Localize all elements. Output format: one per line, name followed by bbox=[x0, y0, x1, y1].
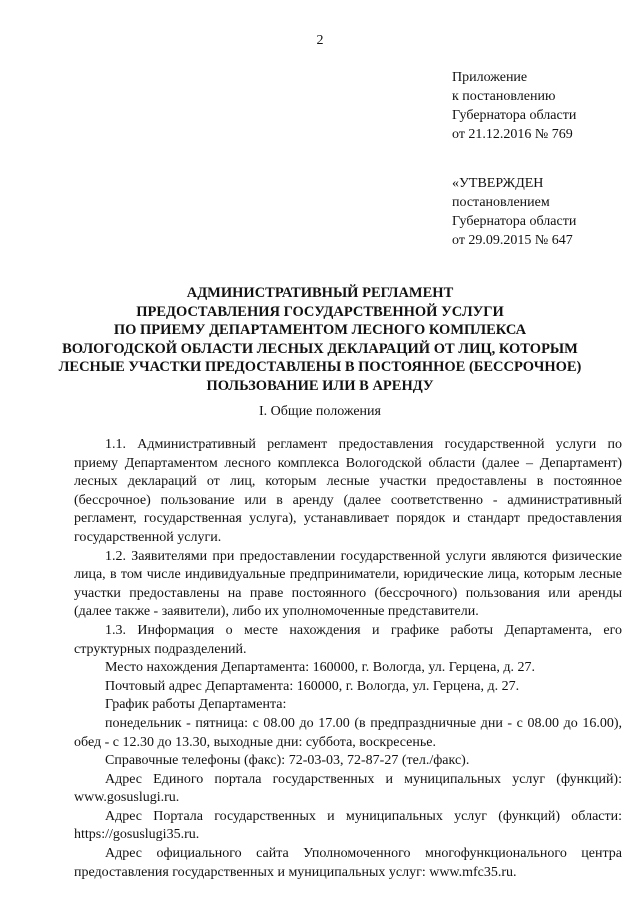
appendix-line: от 21.12.2016 № 769 bbox=[452, 127, 573, 142]
paragraph: График работы Департамента: bbox=[105, 697, 287, 713]
approved-block bbox=[452, 174, 576, 250]
appendix-line: Губернатора области bbox=[452, 108, 577, 123]
approved-line: Губернатора области bbox=[452, 214, 577, 229]
title-line: ПОЛЬЗОВАНИЕ ИЛИ В АРЕНДУ bbox=[206, 377, 434, 394]
paragraph: Место нахождения Департамента: 160000, г. Вологда, ул. Герцена, д. 27. bbox=[105, 660, 535, 676]
paragraph: Почтовый адрес Департамента: 160000, г. Вологда, ул. Герцена, д. 27. bbox=[105, 678, 520, 694]
appendix-block bbox=[452, 68, 576, 144]
paragraph: Адрес Единого портала государственных и муниципальных услуг (функций): www.gosuslugi.ru. bbox=[74, 771, 622, 806]
paragraph: 1.2. Заявителями при предоставлении государственной услуги являются физические лица, в том числе индивидуальные предприниматели, юридические лица, которым лесные участки предоставлены на праве постоянного (бессрочного) пользования или аренды (далее также - заявители), либо их уполномоченные представители. bbox=[74, 548, 622, 620]
paragraph: Справочные телефоны (факс): 72-03-03, 72-87-27 (тел./факс). bbox=[105, 753, 470, 769]
paragraph: понедельник - пятница: с 08.00 до 17.00 (в предпраздничные дни - с 08.00 до 16.00), обед - с 12.30 до 13.30, выходные дни: суббота, воскресенье. bbox=[74, 715, 622, 750]
paragraph: Адрес Портала государственных и муниципальных услуг (функций) области: https://gosuslugi35.ru. bbox=[74, 808, 622, 843]
title-line: ПО ПРИЕМУ ДЕПАРТАМЕНТОМ ЛЕСНОГО КОМПЛЕКСА bbox=[113, 322, 527, 338]
section-title: I. Общие положения bbox=[259, 404, 381, 419]
title-line: ВОЛОГОДСКОЙ ОБЛАСТИ ЛЕСНЫХ ДЕКЛАРАЦИЙ ОТ ЛИЦ, КОТОРЫМ bbox=[62, 340, 578, 357]
title-line: ПРЕДОСТАВЛЕНИЯ ГОСУДАРСТВЕННОЙ УСЛУГИ bbox=[136, 303, 504, 320]
appendix-line: к постановлению bbox=[452, 89, 556, 104]
paragraph: Адрес официального сайта Уполномоченного многофункционального центра предоставления государственных и муниципальных услуг: www.mfc35.ru. bbox=[74, 846, 622, 880]
title-line: ЛЕСНЫЕ УЧАСТКИ ПРЕДОСТАВЛЕНЫ В ПОСТОЯННОЕ (БЕССРОЧНОЕ) bbox=[58, 359, 582, 375]
document-title bbox=[0, 284, 640, 395]
body-text bbox=[74, 436, 622, 882]
paragraph: 1.3. Информация о месте нахождения и графике работы Департамента, его структурных подразделений. bbox=[74, 622, 622, 657]
approved-line: от 29.09.2015 № 647 bbox=[452, 233, 573, 248]
page-number: 2 bbox=[316, 33, 324, 48]
paragraph: 1.1. Административный регламент предоставления государственной услуги по приему Департаментом лесного комплекса Вологодской области (далее – Департамент) лесных деклараций от лиц, которым лесные участки предоставлены в постоянное (бессрочное) пользование или в аренду (далее соответственно - административный регламент, государственная услуга), устанавливает порядок и стандарт предоставления государственной услуги. bbox=[74, 437, 622, 545]
approved-line: «УТВЕРЖДЕН bbox=[452, 176, 544, 191]
title-line: АДМИНИСТРАТИВНЫЙ РЕГЛАМЕНТ bbox=[186, 285, 454, 301]
approved-line: постановлением bbox=[452, 195, 550, 210]
appendix-line: Приложение bbox=[452, 70, 528, 85]
